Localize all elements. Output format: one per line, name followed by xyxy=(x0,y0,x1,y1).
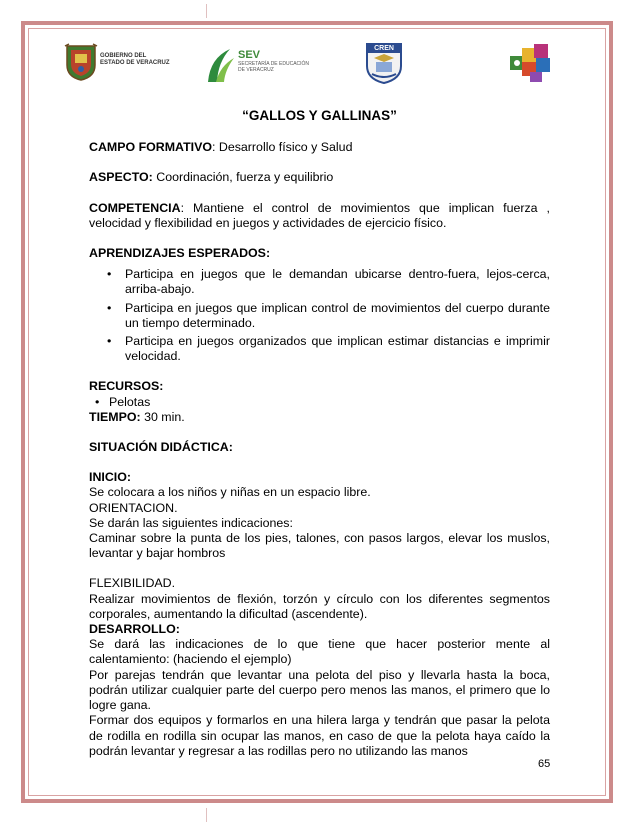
desarrollo-paragraph: Por parejas tendrán que levantar una pelota del piso y llevarla hasta la boca, podrán utilizar cualquier parte del cuerpo pero menos las manos, el primero que lo logre gana. xyxy=(89,667,550,713)
aprendizajes-heading: APRENDIZAJES ESPERADOS: xyxy=(89,246,271,261)
inicio-heading: INICIO: xyxy=(89,470,131,485)
page-number: 65 xyxy=(538,758,551,770)
aprendizajes-list xyxy=(89,267,550,364)
campo-label: CAMPO FORMATIVO xyxy=(89,140,212,155)
cren-school-logo: CREN xyxy=(364,40,404,84)
competencia xyxy=(89,201,550,231)
desarrollo-paragraph: Formar dos equipos y formarlos en una hilera larga y tendrán que pasar la pelota de rodilla en rodilla sin ocupar las manos, en caso de que la pelota haya caído la podrán levantar y regresar a las rodillas pero no utilizando las manos xyxy=(89,713,550,758)
sev-emblem-logo xyxy=(204,46,236,86)
list-item: • Participa en juegos organizados que implican estimar distancias e imprimir velocidad. xyxy=(89,334,550,364)
header-logos xyxy=(60,40,570,90)
aspecto xyxy=(89,170,550,185)
recursos-list xyxy=(89,395,550,410)
inicio-line: ORIENTACION. xyxy=(89,500,178,515)
inicio-line: Se colocara a los niños y niñas en un espacio libre. xyxy=(89,485,371,500)
desarrollo-heading: DESARROLLO: xyxy=(89,622,180,637)
list-item: • Pelotas xyxy=(89,395,550,410)
document-body xyxy=(89,108,550,759)
desarrollo-paragraph: Se dará las indicaciones de lo que tiene que hacer posterior mente al calentamiento: (haciendo el ejemplo) xyxy=(89,637,550,667)
list-item: • Participa en juegos que le demandan ubicarse dentro-fuera, lejos-cerca, arriba-abajo. xyxy=(89,267,550,297)
aspecto-label: ASPECTO: xyxy=(89,170,153,185)
document-title: “GALLOS Y GALLINAS” xyxy=(242,108,397,123)
aspecto-value: Coordinación, fuerza y equilibrio xyxy=(152,170,334,185)
recursos-heading: RECURSOS: xyxy=(89,379,164,394)
inicio-line: Caminar sobre la punta de los pies, talones, con pasos largos, elevar los muslos, levantar y bajar hombros xyxy=(89,531,550,561)
tiempo-label: TIEMPO: xyxy=(89,409,141,424)
campo-formativo xyxy=(89,140,550,155)
campo-value: : Desarrollo físico y Salud xyxy=(211,140,353,155)
crop-mark xyxy=(206,4,207,18)
tiempo-value: 30 min. xyxy=(140,409,185,424)
competencia-label: COMPETENCIA xyxy=(89,200,181,215)
puzzle-emblem-logo xyxy=(508,42,554,84)
tiempo xyxy=(89,410,550,425)
competencia-value: : Mantiene el control de movimientos que implican fuerza , velocidad y flexibilidad en juegos y actividades de ejercicio físico. xyxy=(89,200,550,230)
list-item: • Participa en juegos que implican control de movimientos del cuerpo durante un tiempo determinado. xyxy=(89,301,550,331)
flexibilidad-text: Realizar movimientos de flexión, torzón y círculo con los diferentes segmentos corporales, aumentando la dificultad (ascendente). xyxy=(89,591,550,621)
veracruz-coat-of-arms-logo xyxy=(64,43,98,81)
situacion-heading: SITUACIÓN DIDÁCTICA: xyxy=(89,440,233,455)
crop-mark xyxy=(206,808,207,822)
sev-logo-text: SEV SECRETARÍA DE EDUCACIÓN DE VERACRUZ xyxy=(238,49,310,73)
flexibilidad-heading: FLEXIBILIDAD. xyxy=(89,576,176,591)
gov-logo-text: GOBIERNO DEL ESTADO DE VERACRUZ xyxy=(100,53,170,66)
inicio-line: Se darán las siguientes indicaciones: xyxy=(89,515,293,530)
